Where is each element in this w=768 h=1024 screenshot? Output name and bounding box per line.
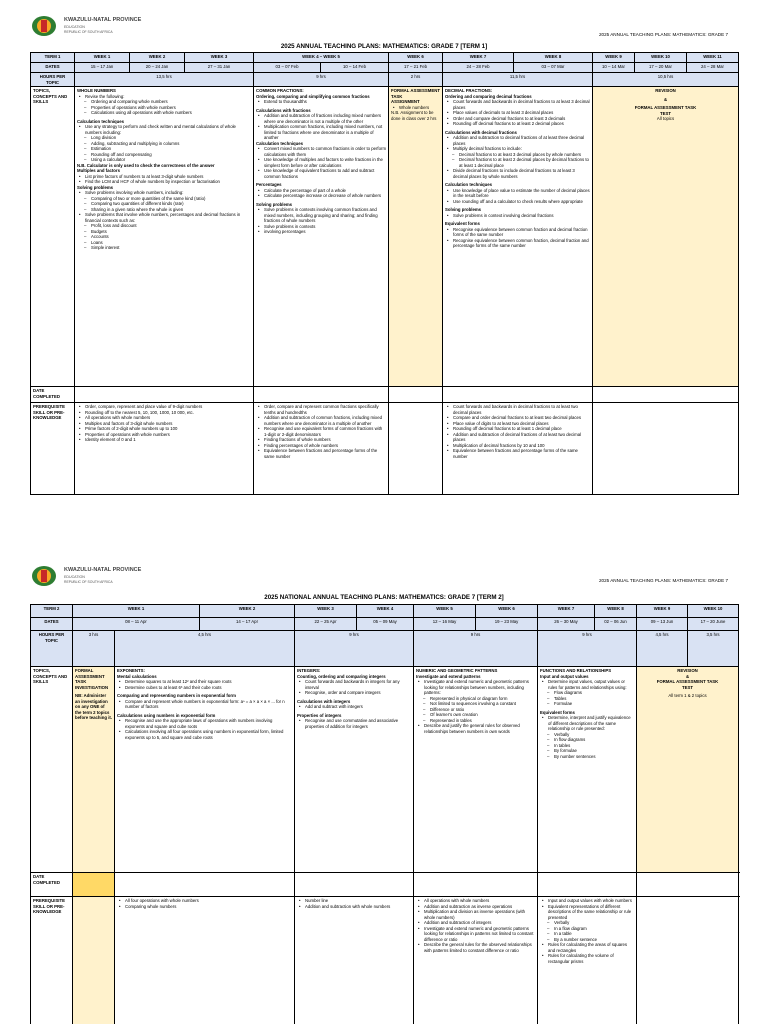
date-cell: 17 – 20 Mar [635,63,687,73]
prereq-cell [538,897,637,1024]
section-heading: Mental calculations [117,673,157,679]
section-heading: Calculations using numbers in exponential form [117,712,216,718]
page-header: 2025 ANNUAL TEACHING PLANS: MATHEMATICS: GRADE 7 [599,578,728,583]
date-completed-cell[interactable] [637,873,739,897]
list-item: • Determine squares to at least 12² and their square roots [125,679,292,685]
section-heading: Equivalent forms [540,709,575,715]
list-item: • Solve problems involving whole numbers, including: [85,190,251,196]
list-item: • Solve problems in context involving decimal fractions [453,213,590,219]
date-completed-cell[interactable] [254,387,389,403]
list-item: • Multiplication and division as inverse operations (with whole numbers) [424,909,535,920]
section-heading: Solving problems [256,201,293,207]
list-item: • Number line [305,898,411,904]
week-header: WEEK 9 [593,53,635,63]
list-item: • Multiplication common fractions, including mixed numbers, not limited to fractions where one denominator is a multiple of another [264,124,386,141]
common-fractions-cell [254,87,389,387]
date-cell: 09 – 13 Jun [637,618,688,631]
completed-label: DATE COMPLETED [31,387,75,403]
section-heading: Calculation techniques [256,140,304,146]
section-heading: Calculations with integers [297,698,351,704]
dates-label: DATES [31,63,75,73]
list-item: • Rounding off decimal fractions to at least 2 decimal places [453,121,590,127]
week-header: WEEK 10 [688,605,739,618]
revision-topics: All topics [656,116,675,121]
list-item: • Use knowledge of place value to estimate the number of decimal places in the result before [453,188,590,199]
date-cell: 15 – 17 Jan [75,63,130,73]
revision-cell [637,667,739,873]
week-header: WEEK 7 [443,53,514,63]
date-cell: 20 – 24 Jan [130,63,185,73]
section-heading: Ordering and comparing decimal fractions [445,93,532,99]
list-item: – Represented in physical or diagram form [430,696,535,702]
list-item: • Investigate and extend numeric and geometric patterns looking for relationships in patterns not limited to constant difference or ratio [424,926,535,943]
page-title: 2025 NATIONAL ANNUAL TEACHING PLANS: MATHEMATICS: GRADE 7 [TERM 2] [264,594,504,601]
list-item: • Order, compare, represent and place value of 9-digit numbers [85,404,251,410]
week-header: WEEK 2 [130,53,185,63]
hours-cell: 9 hrs [254,73,389,87]
list-item: • Use any strategy to perform and check written and mental calculations of whole numbers including: [85,124,251,135]
section-heading: Investigate and extend patterns [416,673,481,679]
prereq-cell [414,897,538,1024]
date-completed-cell[interactable] [389,387,443,403]
coat-of-arms-icon [30,14,58,38]
week-header: WEEK 3 [185,53,254,63]
list-item: – Adding, subtracting and multiplying in columns [91,141,251,147]
date-completed-cell[interactable] [75,387,254,403]
hours-label: HOURS PER TOPIC [31,73,75,87]
formal-task-title: FORMAL ASSESSMENT TASK [656,679,719,684]
common-fractions-title: COMMON FRACTIONS: [256,88,304,93]
list-item: • Extend to thousandths [264,99,386,105]
list-item: – Tables [554,696,634,702]
hours-cell: 9 hrs [414,631,538,667]
list-item: • Revise the following: [85,94,251,100]
week-header: WEEK 3 [295,605,357,618]
list-item: – Decimal fractions to at least 3 decimal places by whole numbers [459,152,590,158]
list-item: • Recognise equivalence between common fraction and decimal fraction forms of the same number [453,227,590,238]
list-item: • Place values of decimals to at least 3 decimal places [453,110,590,116]
week-header: WEEK 1 [73,605,200,618]
formal-task-type: INVESTIGATION [75,684,109,690]
hours-cell: 4,5 hrs [115,631,295,667]
date-completed-cell[interactable] [414,873,538,897]
revision-amp: & [685,673,690,679]
section-heading: Calculations with decimal fractions [445,129,517,135]
list-item: • Equivalence between fractions and percentage forms of the same number [453,448,590,459]
formal-task-type: TEST [682,684,693,690]
date-completed-cell[interactable] [73,873,115,897]
date-cell: 02 – 06 Jun [595,618,637,631]
list-item: – Loans [91,240,251,246]
list-item: • Use knowledge of equivalent fractions to add and subtract common fractions [264,168,386,179]
prereq-cell [593,403,739,495]
date-cell: 22 – 25 Apr [295,618,357,631]
list-item: • Rounding off decimal fractions to at least 1 decimal place [453,426,590,432]
patterns-title: NUMERIC AND GEOMETRIC PATTERNS [416,668,498,673]
section-heading: Input and output values [540,673,589,679]
date-cell: 17 – 21 Feb [389,63,443,73]
date-cell: 10 – 14 Mar [593,63,635,73]
list-item: • Prime factors of 2-digit whole numbers up to 100 [85,426,251,432]
list-item: • Convert mixed numbers to common fractions in order to perform calculations with them [264,146,386,157]
whole-numbers-cell [75,87,254,387]
formal-task-type: TEST [660,110,671,116]
list-item: • Input and output values with whole numbers [548,898,634,904]
list-item: – Long division [91,135,251,141]
exponents-title: EXPONENTS: [117,668,145,673]
list-item: • Addition and subtraction of fractions including mixed numbers where one denominator is not a multiple of the other [264,113,386,124]
list-item: • Comparing whole numbers [125,904,292,910]
list-item: • Calculate the percentage of part of a whole [264,188,386,194]
list-item: • Solve problems in contexts involving common fractions and mixed numbers, including grouping and sharing; and finding fractions of whole numbers [264,207,386,224]
prereq-cell [443,403,593,495]
list-item: • Equivalence between fractions and percentage forms of the same number [264,448,386,459]
list-item: – Rounding off and compensating [91,152,251,158]
week-header: WEEK 5 [414,605,476,618]
date-cell: 05 – 09 May [357,618,414,631]
list-item: – In tables [554,743,634,749]
term-label: TERM 1 [31,53,75,63]
nb-note: N.B. Assignment to be done in class over 2 hrs [391,110,437,121]
list-item: – By number sentences [554,754,634,760]
list-item: • All four operations with whole numbers [125,898,292,904]
list-item: – By formulae [554,748,634,754]
prereq-cell [295,897,414,1024]
logo-dept: EDUCATION [64,575,85,579]
date-completed-cell[interactable] [115,873,295,897]
list-item: • Order, compare and represent common fractions specifically tenths and hundredths [264,404,386,415]
functions-cell [538,667,637,873]
list-item: – Verbally [554,732,634,738]
list-item: • Count forwards and backwards in integers for any interval [305,679,411,690]
list-item: • Rounding off to the nearest 5, 10, 100, 1000, 10 000, etc. [85,410,251,416]
date-cell: 27 – 31 Jan [185,63,254,73]
list-item: – By a number sentence [554,937,634,943]
week-header: WEEK 8 [514,53,593,63]
section-heading: Counting, ordering and comparing integers [297,673,386,679]
list-item: • Place value of digits to at least two decimal places [453,421,590,427]
date-cell: 14 – 17 Apr [200,618,295,631]
section-heading: Properties of integers [297,712,342,718]
section-heading: Equivalent forms [445,221,480,226]
date-completed-cell[interactable] [443,387,593,403]
list-item: • Multiples and factors of 3-digit whole numbers [85,421,251,427]
list-item: • Solve problems that involve whole numbers, percentages and decimal fractions in financial contexts such as: [85,212,251,223]
dates-label: DATES [31,618,73,631]
list-item: • All operations with whole numbers [424,898,535,904]
list-item: • Addition and subtraction of decimal fractions of at least two decimal places [453,432,590,443]
list-item: • Addition and subtraction as inverse operations [424,904,535,910]
formal-task-title: FORMAL ASSESSMENT TASK [75,668,105,684]
logo-republic: REPUBLIC OF SOUTH AFRICA [64,30,113,34]
list-item: • involving percentages [264,229,386,235]
nb-note: N.B. Calculator is only used to check the correctness of the answer [77,162,215,168]
page-header: 2025 ANNUAL TEACHING PLANS: MATHEMATICS: GRADE 7 [599,32,728,37]
decimal-fractions-title: DECIMAL FRACTIONS: [445,88,493,93]
list-item: • Solve problems in contexts [264,224,386,230]
list-item: – Flow diagrams [554,690,634,696]
list-item: • Calculate percentage increase or decrease of whole numbers [264,193,386,199]
term-label: TERM 2 [31,605,73,618]
list-item: • Addition and subtraction with whole numbers [305,904,411,910]
list-item: • Determine cubes to at least 6³ and their cube roots [125,685,292,691]
list-item: – In a table [554,931,634,937]
hours-label: HOURS PER TOPIC [31,631,73,667]
week-header: WEEK 8 [595,605,637,618]
list-item: • Calculations involving all four operations using numbers in exponential form, limited exponents up to 5, and square and cube roots [125,729,292,740]
list-item: • Order and compare decimal fractions to at least 3 decimals [453,116,590,122]
list-item: • Describe the general rules for the observed relationships with patterns limited to constant difference or ratio [424,942,535,953]
prereq-cell [254,403,389,495]
kzn-logo [30,14,180,40]
integers-title: INTEGERS: [297,668,321,673]
list-item: • Recognise, order and compare integers [305,690,411,696]
formal-investigation-cell [73,667,115,873]
decimal-fractions-cell [443,87,593,387]
section-heading: Calculations with fractions [256,107,311,113]
topics-label: TOPICS, CONCEPTS AND SKILLS [31,667,73,873]
list-item: • Whole numbers [399,105,440,111]
list-item: • Multiplication of decimal fractions by 10 and 100 [453,443,590,449]
revision-amp: & [663,96,668,102]
hours-cell: 3,5 hrs [688,631,739,667]
revision-title: REVISION [655,88,676,93]
date-cell: 03 – 07 Mar [514,63,593,73]
week-header: WEEK 10 [635,53,687,63]
date-completed-cell[interactable] [538,873,637,897]
date-cell: 19 – 23 May [476,618,538,631]
list-item: • Recognise and use commutative and associative properties of addition for integers [305,718,411,729]
revision-cell [593,87,739,387]
date-cell: 24 – 28 Feb [443,63,514,73]
list-item: • Finding fractions of whole numbers [264,437,386,443]
list-item: – Estimation [91,146,251,152]
list-item: • Addition and subtraction of common fractions, including mixed numbers where one denominator is a multiple of another [264,415,386,426]
list-item: • Determine input values, output values or rules for patterns and relationships using: [548,679,634,690]
week-header: WEEK 6 [389,53,443,63]
hours-cell: 9 hrs [538,631,637,667]
date-completed-cell[interactable] [593,387,739,403]
list-item: • Compare and represent whole numbers in exponential form: aⁿ = a × a × a × ... for n number of factors [125,699,292,710]
list-item: – Sharing in a given ratio where the whole is given [91,207,251,213]
week-header: WEEK 11 [687,53,739,63]
exponents-cell [115,667,295,873]
list-item: – Comparing of two or more quantities of the same kind (ratio) [91,196,251,202]
nb-note: NB: Administer an investigation on any ONE of the term 2 topics before teaching it. [75,693,113,720]
hours-cell: 13,5 hrs [75,73,254,87]
whole-numbers-title: WHOLE NUMBERS [77,88,116,93]
list-item: • Recognise and use the appropriate laws of operations with numbers involving exponents and square and cube roots [125,718,292,729]
term2-page [0,512,768,1024]
logo-republic: REPUBLIC OF SOUTH AFRICA [64,580,113,584]
revision-title: REVISION [677,668,698,673]
week-header: WEEK 4 – WEEK 5 [254,53,389,63]
prereq-cell [389,403,443,495]
week-header: WEEK 4 [357,605,414,618]
week-header: WEEK 9 [637,605,688,618]
list-item: – Of learner's own creation [430,712,535,718]
hours-cell: 11,5 hrs [443,73,593,87]
list-item: – Decimal fractions to at least 2 decimal places by decimal fractions to at least 1 decimal place [459,157,590,168]
date-cell: 10 – 14 Feb [321,63,389,73]
prereq-cell [637,897,739,1024]
hours-cell: 3 hrs [73,631,115,667]
prereq-cell [73,897,115,1024]
logo-province: KWAZULU-NATAL PROVINCE [64,567,142,573]
functions-title: FUNCTIONS AND RELATIONSHIPS [540,668,612,673]
list-item: – Profit, loss and discount [91,223,251,229]
list-item: – Comparing two quantities of different kinds (rate) [91,201,251,207]
list-item: – In a flow diagram [554,926,634,932]
list-item: • Compare and order decimal fractions to at least two decimal places [453,415,590,421]
section-heading: Comparing and representing numbers in exponential form [117,693,236,698]
list-item: • Finding percentages of whole numbers [264,443,386,449]
list-item: – Formulae [554,701,634,707]
list-item: – Verbally [554,920,634,926]
list-item: • Equivalent representations of different descriptions of the same relationship or rule presented [548,904,634,921]
list-item: • Identity element of 0 and 1 [85,437,251,443]
list-item: • Multiply decimal fractions to include: [453,146,590,152]
list-item: – Using a calculator [91,157,251,163]
list-item: • Add and subtract with integers [305,704,411,710]
list-item: – Ordering and comparing whole numbers [91,99,251,105]
patterns-cell [414,667,538,873]
hours-cell: 4,5 hrs [637,631,688,667]
section-heading: Calculation techniques [445,182,493,187]
logo-dept: EDUCATION [64,25,85,29]
list-item: – Calculations using all operations with whole numbers [91,110,251,116]
list-item: • Use knowledge of multiples and factors to write fractions in the simplest form before or after calculations [264,157,386,168]
list-item: • Describe and justify the general rules for observed relationships between numbers in own words [424,723,535,734]
hours-cell: 10,5 hrs [593,73,739,87]
hours-cell: 2 hrs [389,73,443,87]
section-heading: Solving problems [445,207,482,212]
term1-table [30,52,739,495]
list-item: – Simple interest [91,245,251,251]
list-item: • Determine, interpret and justify equivalence of different descriptions of the same relationship or rule presented: [548,715,634,732]
prereq-cell [75,403,254,495]
week-header: WEEK 7 [538,605,595,618]
date-cell: 03 – 07 Feb [254,63,321,73]
list-item: – In flow diagrams [554,737,634,743]
list-item: – Properties of operations with whole numbers [91,105,251,111]
section-heading: Calculation techniques [77,118,125,124]
list-item: – Represented in tables [430,718,535,724]
week-header: WEEK 1 [75,53,130,63]
list-item: • Use rounding off and a calculator to check results where appropriate [453,199,590,205]
week-header: WEEK 6 [476,605,538,618]
kzn-logo [30,564,180,590]
completed-label: DATE COMPLETED [31,873,73,897]
list-item: • Count forwards and backwards in decimal fractions to at least two decimal places [453,404,590,415]
list-item: • Recognise and use equivalent forms of common fractions with 1-digit or 2-digit denominators [264,426,386,437]
list-item: • Rules for calculating the areas of squares and rectangles [548,942,634,953]
date-cell: 08 – 11 Apr [73,618,200,631]
formal-task-title: FORMAL ASSESSMENT TASK [634,105,697,110]
week-header: WEEK 2 [200,605,295,618]
section-heading: Multiples and factors [77,168,120,173]
list-item: • Addition and subtraction of integers [424,920,535,926]
list-item: • Investigate and extend numeric and geometric patterns looking for relationships between numbers, including patterns: [424,679,535,696]
integers-cell [295,667,414,873]
date-cell: 17 – 20 June [688,618,739,631]
list-item: – Difference or ratio [430,707,535,713]
date-completed-cell[interactable] [295,873,414,897]
logo-province: KWAZULU-NATAL PROVINCE [64,17,142,23]
list-item: • Find the LCM and HCF of whole numbers by inspection or factorisation [85,179,251,185]
prereq-label: PREREQUISITE SKILL OR PRE-KNOWLEDGE [31,897,73,1024]
section-heading: Ordering, comparing and simplifying common fractions [256,93,370,99]
list-item: • Divide decimal fractions to include decimal fractions to at least 3 decimal places by whole numbers [453,168,590,179]
list-item: – Not limited to sequences involving a constant [430,701,535,707]
section-heading: Percentages [256,182,282,187]
list-item: • Count forwards and backwards in decimal fractions to at least 3 decimal places [453,99,590,110]
list-item: • Recognise equivalence between common fraction, decimal fraction and percentage forms of the same number [453,238,590,249]
list-item: – Accounts [91,234,251,240]
topics-label: TOPICS, CONCEPTS AND SKILLS [31,87,75,387]
hours-cell: 9 hrs [295,631,414,667]
formal-assignment-cell [389,87,443,387]
date-cell: 12 – 16 May [414,618,476,631]
date-cell: 26 – 30 May [538,618,595,631]
list-item: • All operations with whole numbers [85,415,251,421]
date-cell: 24 – 28 Mar [687,63,739,73]
formal-task-title: FORMAL ASSESSMENT TASK [391,88,440,99]
prereq-label: PREREQUISITE SKILL OR PRE-KNOWLEDGE [31,403,75,495]
coat-of-arms-icon [30,564,58,588]
page-title: 2025 ANNUAL TEACHING PLANS: MATHEMATICS: GRADE 7 [TERM 1] [280,43,488,50]
list-item: • Rules for calculating the volume of rectangular prisms [548,953,634,964]
list-item: • Addition and subtraction to decimal fractions of at least three decimal places [453,135,590,146]
list-item: • Properties of operations with whole numbers [85,432,251,438]
term2-table [30,604,739,1024]
prereq-cell [115,897,295,1024]
revision-topics: All term 1 & 2 topics [668,693,707,698]
section-heading: Solving problems [77,184,114,190]
formal-task-type: ASSIGNMENT [391,99,420,104]
list-item: • List prime factors of numbers to at least 3-digit whole numbers [85,174,251,180]
list-item: – Budgets [91,229,251,235]
